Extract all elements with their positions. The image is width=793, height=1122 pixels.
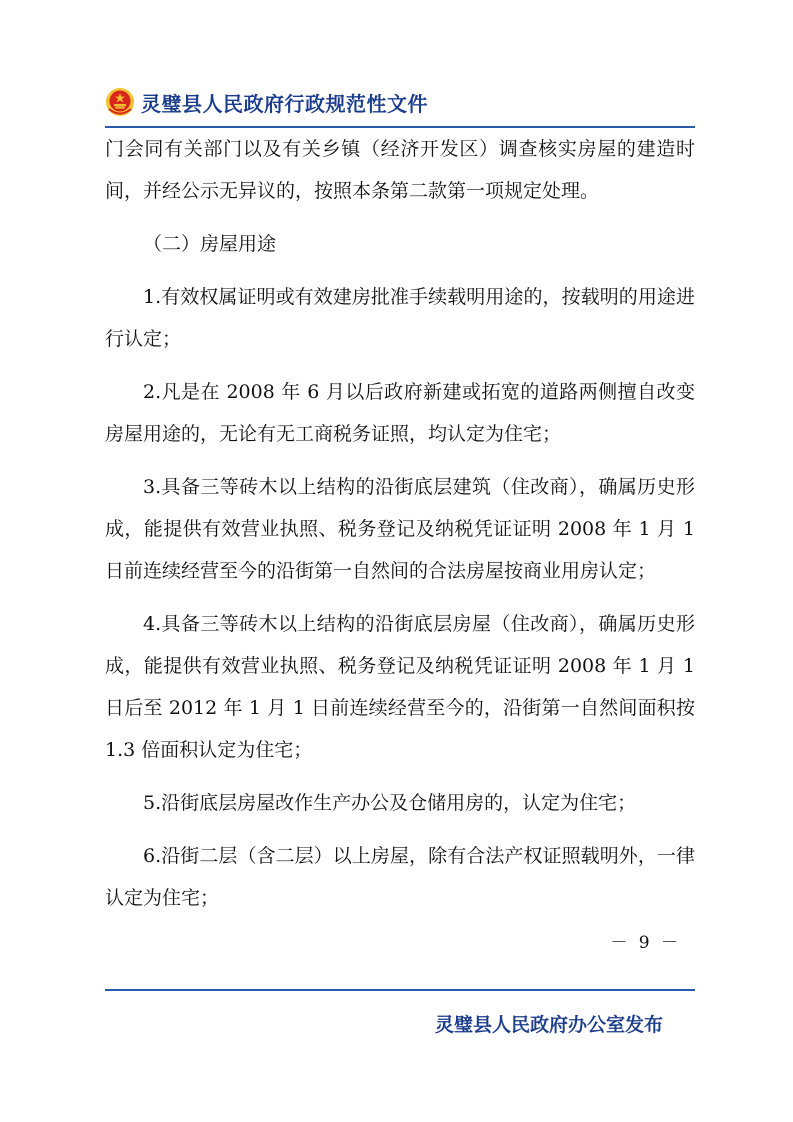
list-item: 6.沿街二层（含二层）以上房屋，除有合法产权证照载明外，一律认定为住宅； — [105, 845, 695, 909]
document-header — [105, 82, 695, 122]
national-emblem-icon — [105, 87, 135, 117]
list-item: 1.有效权属证明或有效建房批准手续载明用途的，按载明的用途进行认定； — [105, 286, 695, 350]
header-title: 灵璧县人民政府行政规范性文件 — [141, 91, 428, 116]
section-heading: （二）房屋用途 — [143, 233, 277, 255]
footer-publisher: 灵璧县人民政府办公室发布 — [434, 1014, 663, 1036]
list-item: 3.具备三等砖木以上结构的沿街底层建筑（住改商），确属历史形成，能提供有效营业执照、税务登记及纳税凭证证明 2008 年 1 月 1 日前连续经营至今的沿街第一自然间的合法房屋按商业用房认定； — [105, 476, 695, 582]
page-number: － 9 － — [610, 933, 681, 953]
list-item: 4.具备三等砖木以上结构的沿街底层房屋（住改商），确属历史形成，能提供有效营业执照、税务登记及纳税凭证证明 2008 年 1 月 1 日后至 2012 年 1 月 1 日前连续经营至今的，沿街第一自然间面积按 1.3 倍面积认定为住宅； — [105, 613, 695, 761]
list-item: 2.凡是在 2008 年 6 月以后政府新建或拓宽的道路两侧擅自改变房屋用途的，无论有无工商税务证照，均认定为住宅； — [105, 381, 695, 445]
list-item: 5.沿街底层房屋改作生产办公及仓储用房的，认定为住宅； — [143, 792, 637, 814]
document-body — [105, 128, 695, 919]
footer-divider — [105, 989, 695, 991]
paragraph-continuation: 门会同有关部门以及有关乡镇（经济开发区）调查核实房屋的建造时间，并经公示无异议的，按照本条第二款第一项规定处理。 — [105, 138, 695, 202]
